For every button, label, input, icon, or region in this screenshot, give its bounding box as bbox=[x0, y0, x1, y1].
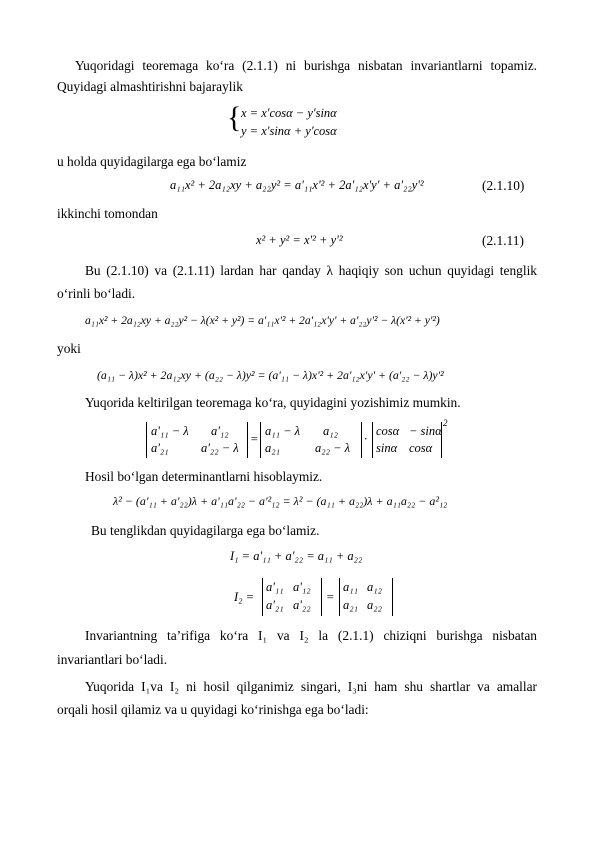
equation-lambda-form: a₁₁x² + 2a₁₂xy + a₂₂y² − λ(x² + y²) = a'₁₁x'² + 2a'₁₂x'y' + a'₂₂y'² − λ(x'² + y'²) bbox=[85, 314, 440, 327]
paragraph-last-line1: Yuqorida I₁va I₂ ni hosil qilganimiz singari, I₃ni ham shu shartlar va amallar bbox=[85, 679, 537, 694]
det-cell: a₂₁ bbox=[343, 598, 358, 612]
det-cell: cosα bbox=[376, 424, 400, 438]
det-cell: a₁₂ bbox=[323, 424, 338, 438]
equals-sign: = bbox=[250, 432, 259, 446]
paragraph-invariant-line1: Invariantning ta’rifiga ko‘ra I₁ va I₂ la (2.1.1) chiziqni burishga nisbatan bbox=[85, 628, 537, 643]
invariant-I2-label: I₂ = bbox=[234, 590, 255, 604]
invariant-I1: I₁ = a'₁₁ + a'₂₂ = a₁₁ + a₂₂ bbox=[230, 549, 363, 563]
equation-2-1-10: a₁₁x² + 2a₁₂xy + a₂₂y² = a'₁₁x'² + 2a'₁₂x'y' + a'₂₂y'² bbox=[170, 178, 424, 192]
det-cell: a'₁₁ − λ bbox=[151, 424, 189, 438]
system-equation-1: x = x'cosα − y'sinα bbox=[241, 106, 337, 120]
determinant-I2-original bbox=[339, 578, 393, 616]
det-cell: a₂₁ bbox=[265, 441, 280, 455]
det-cell: cosα bbox=[409, 441, 433, 455]
paragraph-invariant-line2: invariantlari bo‘ladi. bbox=[57, 652, 168, 667]
equals-sign: = bbox=[326, 590, 335, 604]
determinant-rotation bbox=[372, 422, 442, 458]
det-cell: a'₁₁ bbox=[266, 580, 284, 594]
paragraph-uholda: u holda quyidagilarga ega bo‘lamiz bbox=[57, 154, 247, 169]
paragraph-hosil: Hosil bo‘lgan determinantlarni hisoblaymiz. bbox=[85, 469, 323, 484]
det-cell: sinα bbox=[376, 441, 398, 455]
det-cell: a'₂₂ bbox=[293, 598, 311, 612]
det-exponent: 2 bbox=[443, 418, 448, 428]
paragraph-intro-line2: Quyidagi almashtirishni bajaraylik bbox=[57, 79, 243, 94]
equation-number-2-1-11: (2.1.11) bbox=[482, 233, 524, 248]
det-cell: a₁₁ − λ bbox=[265, 424, 301, 438]
det-cell: a'₂₁ bbox=[266, 598, 284, 612]
det-cell: a'₁₂ bbox=[211, 424, 229, 438]
determinant-primed bbox=[146, 422, 248, 458]
paragraph-intro-line1: Yuqoridagi teoremaga ko‘ra (2.1.1) ni burishga nisbatan invariantlarni topamiz. bbox=[75, 58, 537, 73]
det-cell: a₁₂ bbox=[367, 580, 382, 594]
paragraph-bu-line1: Bu (2.1.10) va (2.1.11) lardan har qanday λ haqiqiy son uchun quyidagi tenglik bbox=[85, 263, 537, 278]
system-brace: { bbox=[227, 101, 242, 134]
system-equation-2: y = x'sinα + y'cosα bbox=[241, 124, 337, 138]
equation-2-1-11: x² + y² = x'² + y'² bbox=[256, 233, 343, 247]
paragraph-last-line2: orqali hosil qilamiz va u quyidagi ko‘rinishga ega bo‘ladi: bbox=[57, 702, 369, 717]
det-cell: a'₁₂ bbox=[293, 580, 311, 594]
equation-number-2-1-10: (2.1.10) bbox=[482, 178, 525, 193]
paragraph-yoki: yoki bbox=[57, 341, 81, 356]
paragraph-tenglikdan: Bu tenglikdan quyidagilarga ega bo‘lamiz. bbox=[91, 523, 320, 538]
det-cell: a₂₂ − λ bbox=[315, 441, 351, 455]
paragraph-keltirilgan: Yuqorida keltirilgan teoremaga ko‘ra, quyidagini yozishimiz mumkin. bbox=[85, 395, 461, 410]
paragraph-bu-line2: o‘rinli bo‘ladi. bbox=[57, 286, 136, 301]
det-cell: a₂₂ bbox=[367, 598, 382, 612]
paragraph-ikkinchi: ikkinchi tomondan bbox=[57, 206, 158, 221]
det-cell: a'₂₁ bbox=[151, 441, 169, 455]
det-cell: a'₂₂ − λ bbox=[201, 441, 239, 455]
determinant-I2-primed bbox=[262, 578, 322, 616]
dot-sign: · bbox=[364, 432, 368, 446]
equation-characteristic: λ² − (a'₁₁ + a'₂₂)λ + a'₁₁a'₂₂ − a'²₁₂ = λ² − (a₁₁ + a₂₂)λ + a₁₁a₂₂ − a²₁₂ bbox=[113, 494, 448, 508]
equation-lambda-form-2: (a₁₁ − λ)x² + 2a₁₂xy + (a₂₂ − λ)y² = (a'₁₁ − λ)x'² + 2a'₁₂x'y' + (a'₂₂ − λ)y'² bbox=[97, 368, 444, 382]
det-cell: a₁₁ bbox=[343, 580, 358, 594]
det-cell: − sinα bbox=[409, 424, 442, 438]
determinant-original bbox=[260, 422, 362, 458]
